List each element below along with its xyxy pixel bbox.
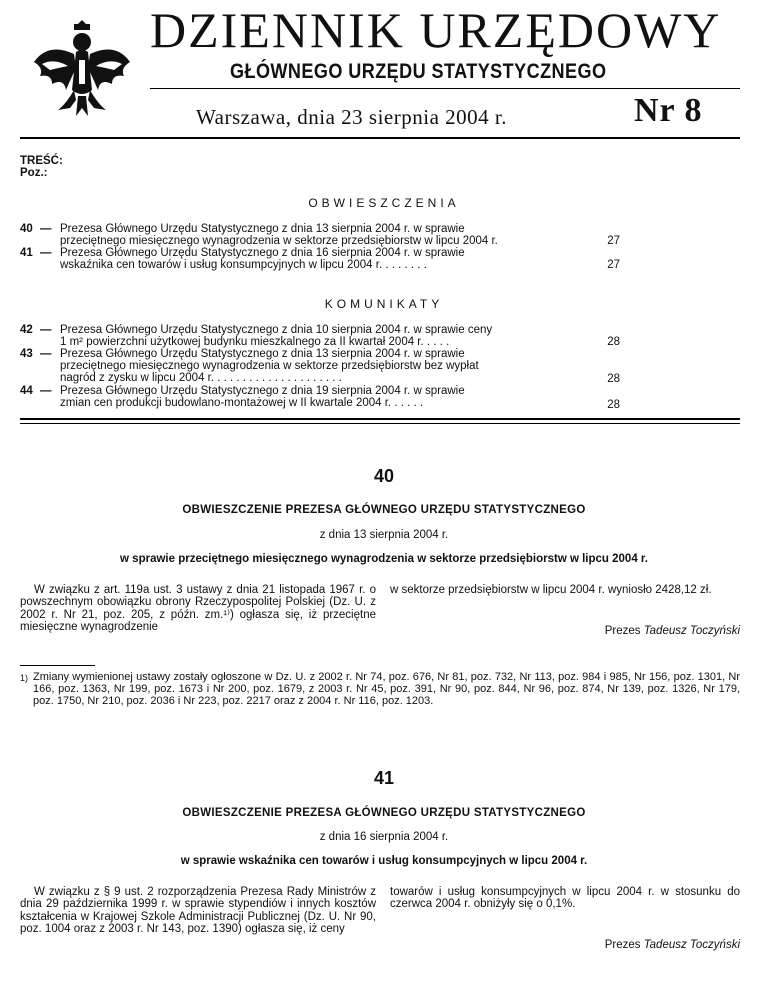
signature-name: Tadeusz Toczyński — [643, 625, 740, 637]
contents-label: TREŚĆ: — [20, 155, 63, 167]
toc-item-number: 44 — [20, 385, 33, 397]
contents-rule-thin — [20, 423, 740, 424]
article-number: 40 — [373, 466, 395, 486]
toc-item-line: przeciętnego miesięcznego wynagrodzenia w sektorze przedsiębiorstw w lipcu 2004 r. — [60, 235, 498, 247]
footnote-mark: 1) — [20, 673, 29, 683]
toc-item-line: Prezesa Głównego Urzędu Statystycznego z dnia 13 sierpnia 2004 r. w sprawie — [60, 223, 465, 235]
article-body-left: W związku z § 9 ust. 2 rozporządzenia Prezesa Rady Ministrów z dnia 29 października 1999 r. w sprawie stypendiów i innych kosztów kształcenia w Krajowej Szkole Administracji Publicznej (Dz. U. Nr 90, poz. 1004 oraz z 2003 r. Nr 143, poz. 1390) ogłasza się, iż ceny — [20, 886, 376, 936]
masthead-subtitle: GŁÓWNEGO URZĘDU STATYSTYCZNEGO — [230, 60, 607, 83]
article-body-right: towarów i usług konsumpcyjnych w lipcu 2004 r. w stosunku do czerwca 2004 r. obniżyły się o 0,1%. — [390, 886, 740, 911]
signature-role: Prezes — [604, 939, 641, 951]
masthead-title: DZIENNIK URZĘDOWY — [150, 2, 722, 58]
toc-item-page: 28 — [607, 399, 620, 411]
masthead-rule — [150, 88, 740, 89]
toc-item-dash: — — [40, 348, 52, 360]
footnote-text: Zmiany wymienionej ustawy zostały ogłoszone w Dz. U. z 2002 r. Nr 74, poz. 676, Nr 81, poz. 732, Nr 113, poz. 984 i 985, Nr 156, poz. 1301, Nr 166, poz. 1363, Nr 199, poz. 1673 i Nr 200, poz. 1679, z 2003 r. Nr 45, poz. 391, Nr 90, poz. 844, Nr 96, poz. 874, Nr 139, poz. 1326, Nr 179, poz. 1750, Nr 210, poz. 2036 i Nr 223, poz. 2217 oraz z 2004 r. Nr 116, poz. 1203. — [33, 671, 740, 707]
toc-item-line: zmian cen produkcji budowlano-montażowej w II kwartale 2004 r. . . . . . — [60, 397, 424, 409]
toc-item-line: Prezesa Głównego Urzędu Statystycznego z dnia 10 sierpnia 2004 r. w sprawie ceny — [60, 324, 493, 336]
signature — [390, 625, 740, 637]
footnote-rule — [20, 665, 95, 666]
article-body-right: w sektorze przedsiębiorstw w lipcu 2004 r. wyniosło 2428,12 zł. — [390, 584, 712, 596]
toc-item-line: nagród z zysku w lipcu 2004 r. . . . . . . . . . . . . . . . . . . . . — [60, 372, 342, 384]
toc-item-line: Prezesa Głównego Urzędu Statystycznego z dnia 19 sierpnia 2004 r. w sprawie — [60, 385, 465, 397]
polish-eagle-emblem-icon — [30, 12, 135, 122]
article-date: z dnia 16 sierpnia 2004 r. — [319, 831, 449, 843]
toc-item-number: 40 — [20, 223, 33, 235]
toc-item-page: 27 — [607, 259, 620, 271]
toc-item-dash: — — [40, 247, 52, 259]
section-obwieszczenia: OBWIESZCZENIA — [308, 196, 460, 210]
toc-item-number: 41 — [20, 247, 33, 259]
toc-item-number: 42 — [20, 324, 33, 336]
issue-number: Nr 8 — [634, 92, 703, 129]
signature — [390, 939, 740, 951]
toc-item-line: Prezesa Głównego Urzędu Statystycznego z dnia 16 sierpnia 2004 r. w sprawie — [60, 247, 465, 259]
toc-item-page: 28 — [607, 373, 620, 385]
signature-name: Tadeusz Toczyński — [643, 939, 740, 951]
signature-role: Prezes — [604, 625, 641, 637]
toc-item-line: przeciętnego miesięcznego wynagrodzenia w sektorze przedsiębiorstw bez wypłat — [60, 360, 479, 372]
article-number: 41 — [373, 768, 395, 788]
toc-item-dash: — — [40, 223, 52, 235]
article-body-left: W związku z art. 119a ust. 3 ustawy z dnia 21 listopada 1967 r. o powszechnym obowiązku obrony Rzeczypospolitej Polskiej (Dz. U. z 2002 r. Nr 21, poz. 205, z późn. zm.¹⁾) ogłasza się, iż przeciętne miesięczne wynagrodzenie — [20, 584, 376, 634]
toc-item-number: 43 — [20, 348, 33, 360]
toc-item-line: Prezesa Głównego Urzędu Statystycznego z dnia 13 sierpnia 2004 r. w sprawie — [60, 348, 465, 360]
toc-item-dash: — — [40, 324, 52, 336]
poz-label: Poz.: — [20, 167, 48, 179]
article-subject: w sprawie przeciętnego miesięcznego wynagrodzenia w sektorze przedsiębiorstw w lipcu 2004 r. — [120, 553, 648, 565]
toc-item-line: 1 m² powierzchni użytkowej budynku mieszkalnego za II kwartał 2004 r. . . . . — [60, 336, 450, 348]
toc-item-page: 28 — [607, 336, 620, 348]
toc-item-dash: — — [40, 385, 52, 397]
article-date: z dnia 13 sierpnia 2004 r. — [319, 529, 449, 541]
header-rule — [20, 137, 740, 139]
section-komunikaty: KOMUNIKATY — [324, 297, 444, 311]
article-title: OBWIESZCZENIE PREZESA GŁÓWNEGO URZĘDU STATYSTYCZNEGO — [182, 807, 586, 819]
contents-rule — [20, 418, 740, 420]
article-title: OBWIESZCZENIE PREZESA GŁÓWNEGO URZĘDU STATYSTYCZNEGO — [182, 504, 586, 516]
toc-item-line: wskaźnika cen towarów i usług konsumpcyjnych w lipcu 2004 r. . . . . . . . — [60, 259, 427, 271]
toc-item-page: 27 — [607, 235, 620, 247]
article-subject: w sprawie wskaźnika cen towarów i usług konsumpcyjnych w lipcu 2004 r. — [180, 855, 588, 867]
dateline: Warszawa, dnia 23 sierpnia 2004 r. — [196, 105, 507, 129]
